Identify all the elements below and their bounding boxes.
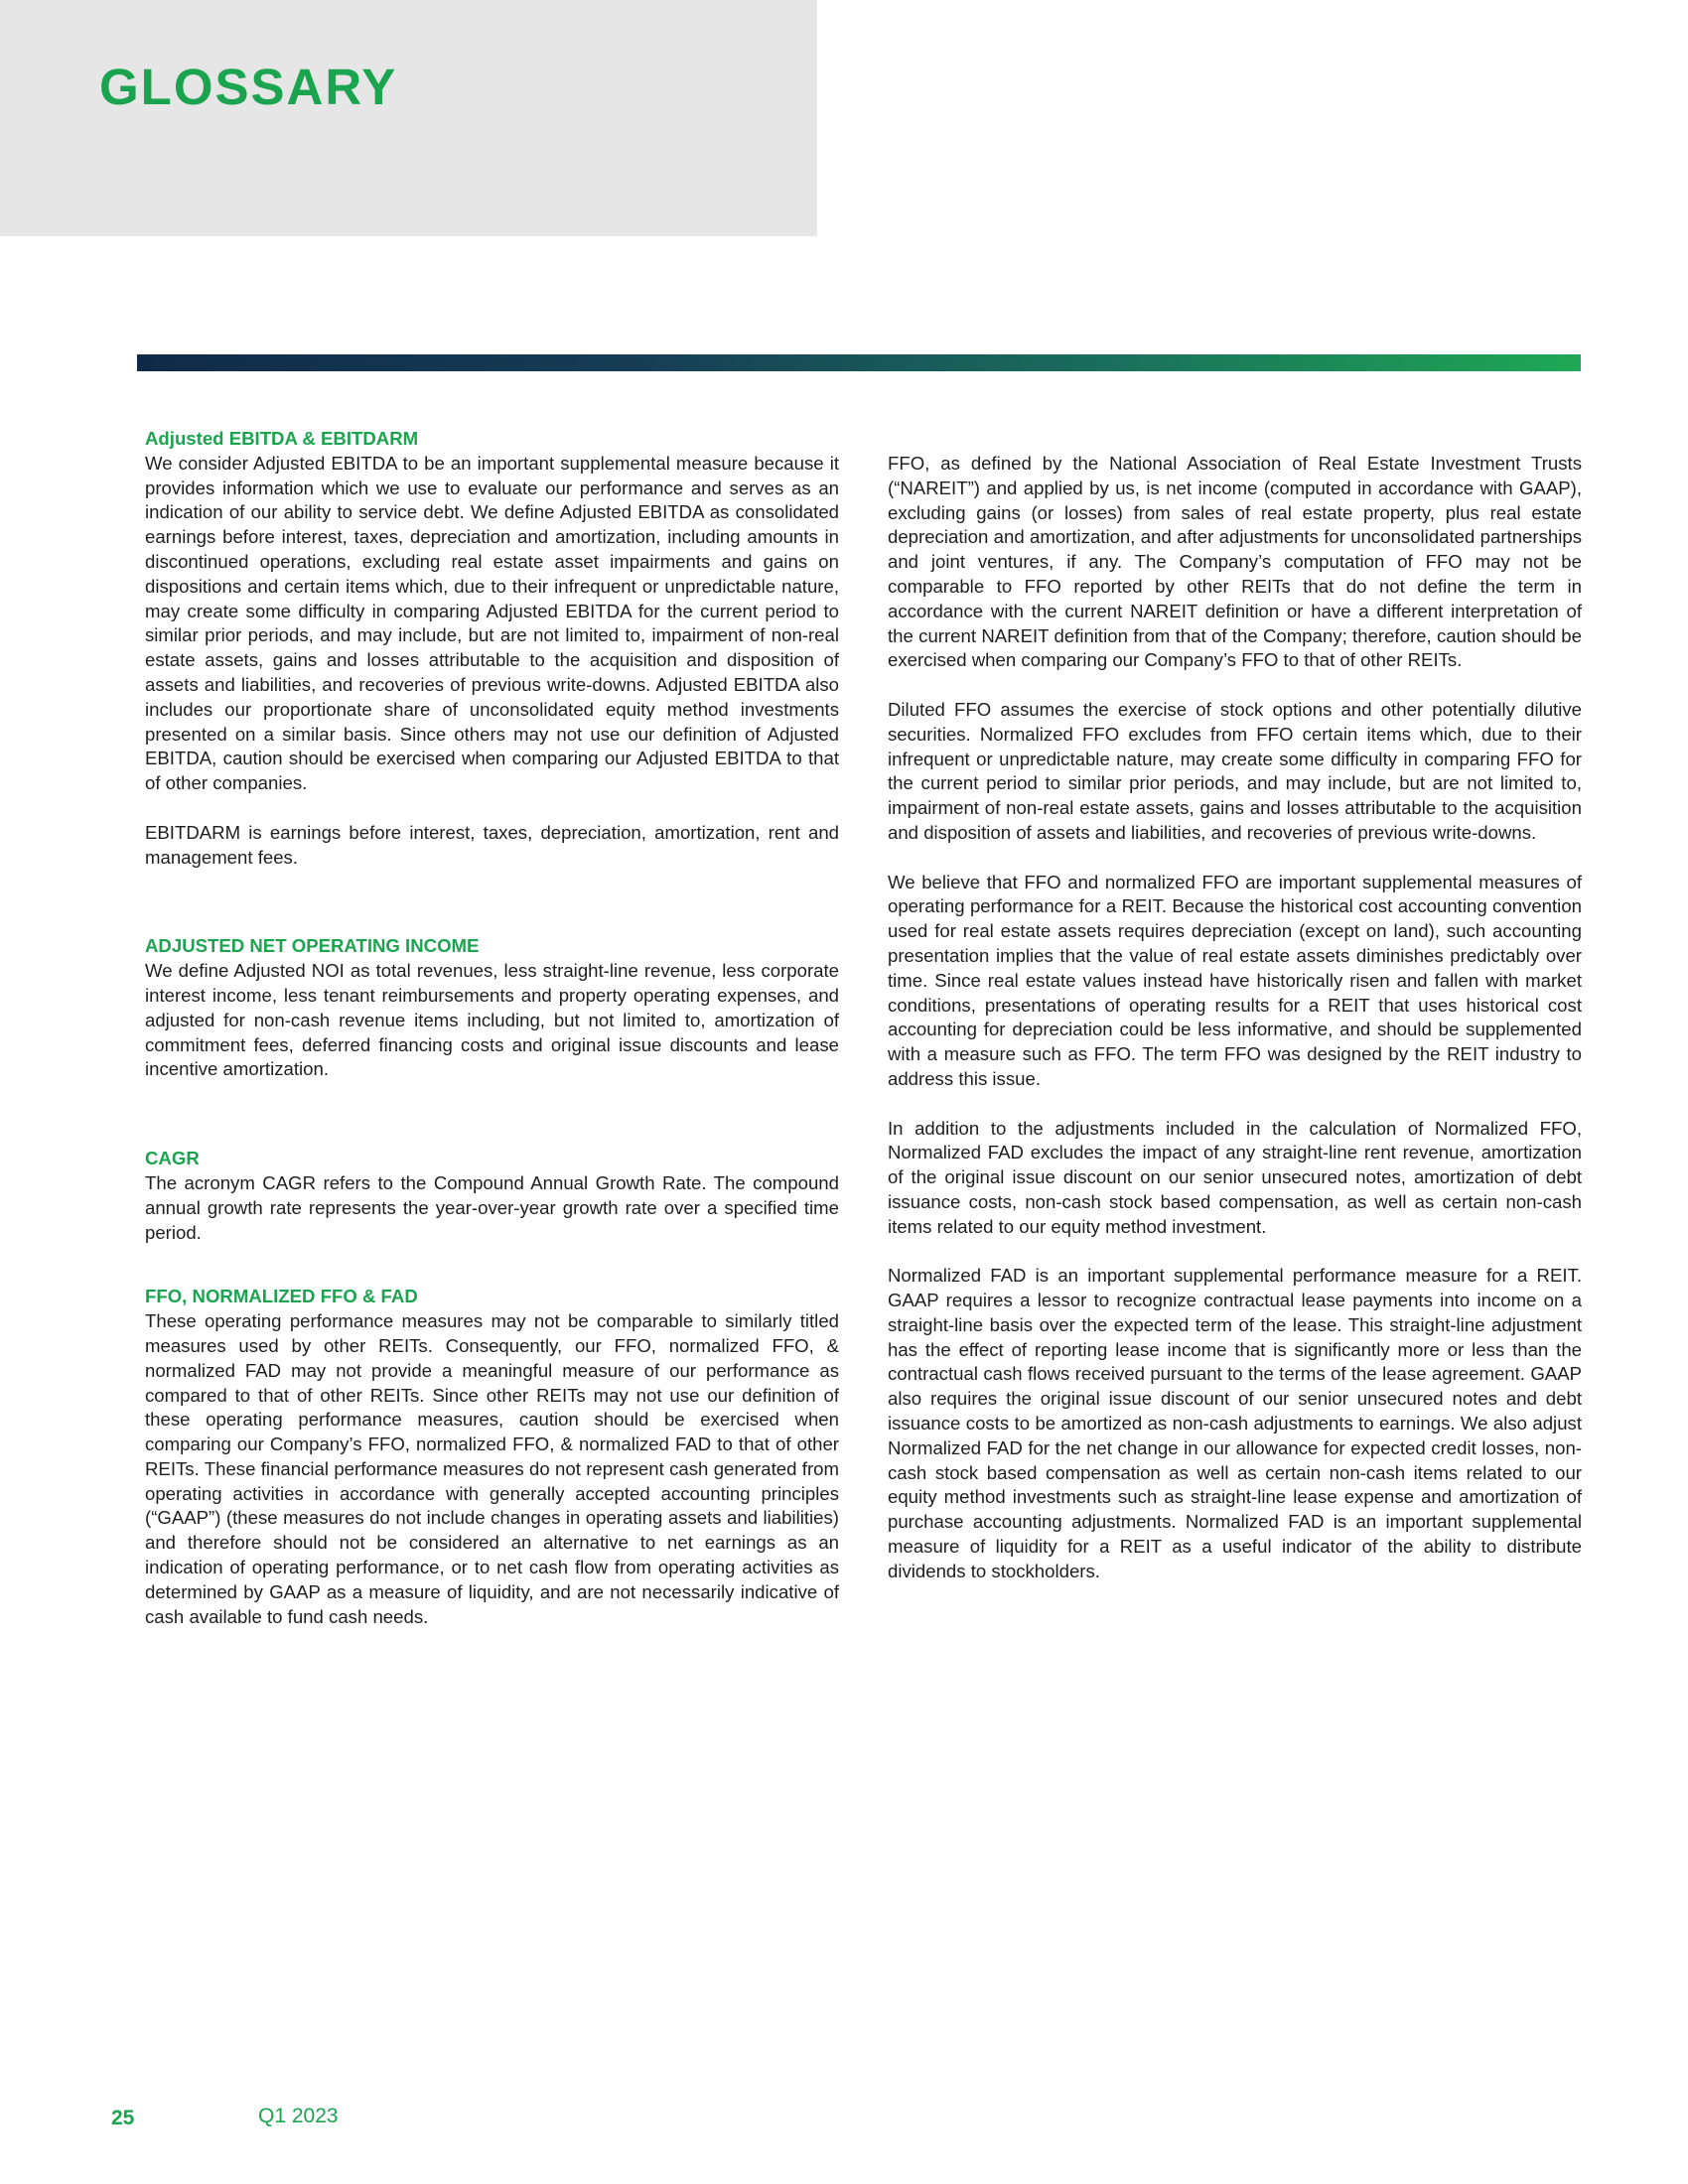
glossary-entry-adjusted-noi [145, 934, 839, 1082]
paragraph: We believe that FFO and normalized FFO are important supplemental measures of operating performance for a REIT. Because the historical cost accounting convention used for real estate assets requires depreciation (except on land), such accounting presentation implies that the value of real estate assets diminishes predictably over time. Since real estate values instead have historically risen and fallen with market conditions, presentations of operating results for a REIT that uses historical cost accounting for depreciation could be less informative, and should be supplemented with a measure such as FFO. The term FFO was designed by the REIT industry to address this issue. [888, 871, 1582, 1089]
paragraph: These operating performance measures may not be comparable to similarly titled measures used by other REITs. Consequently, our FFO, normalized FFO, & normalized FAD may not provide a meaningful measure of our performance as compared to that of other REITs. Since other REITs may not use our definition of these operating performance measures, caution should be exercised when comparing our Company’s FFO, normalized FFO, & normalized FAD to that of other REITs. These financial performance measures do not represent cash generated from operating activities in accordance with generally accepted accounting principles (“GAAP”) (these measures do not include changes in operating assets and liabilities) and therefore should not be considered an alternative to net earnings as an indication of operating performance, or to net cash flow from operating activities as determined by GAAP as a measure of liquidity, and are not necessarily indicative of cash available to fund cash needs. [145, 1310, 839, 1627]
paragraph: In addition to the adjustments included in the calculation of Normalized FFO, Normalized FAD excludes the impact of any straight-line rent revenue, amortization of the original issue discount on our senior unsecured notes, amortization of debt issuance costs, non-cash stock based compensation, as well as certain non-cash items related to our equity method investment. [888, 1117, 1582, 1237]
left-column [145, 427, 839, 1629]
paragraph: Diluted FFO assumes the exercise of stock options and other potentially dilutive securities. Normalized FFO excludes from FFO certain items which, due to their infrequent or unpredictable nature, may create some difficulty in comparing FFO for the current period to similar prior periods, and may include, but are not limited to, impairment of non-real estate assets, gains and losses attributable to the acquisition and disposition of assets and liabilities, and recoveries of previous write-downs. [888, 698, 1582, 843]
paragraph: Normalized FAD is an important supplemental performance measure for a REIT. GAAP requires a lessor to recognize contractual lease payments into income on a straight-line basis over the expected term of the lease. This straight-line adjustment has the effect of reporting lease income that is significantly more or less than the contractual cash flows received pursuant to the terms of the lease agreement. GAAP also requires the original issue discount of our senior unsecured notes and debt issuance costs to be amortized as non-cash adjustments to earnings. We also adjust Normalized FAD for the net change in our allowance for expected credit losses, non-cash stock based compensation as well as certain non-cash items related to our equity method investments such as straight-line lease expense and amortization of purchase accounting adjustments. Normalized FAD is an important supplemental measure of liquidity for a REIT as a useful indicator of the ability to distribute dividends to stockholders. [888, 1265, 1582, 1581]
paragraph: EBITDARM is earnings before interest, taxes, depreciation, amortization, rent and management fees. [145, 821, 839, 868]
report-period: Q1 2023 [258, 2105, 339, 2127]
glossary-entry-cagr [145, 1147, 839, 1245]
right-column [888, 452, 1582, 1584]
section-title: ADJUSTED NET OPERATING INCOME [145, 935, 480, 957]
glossary-entry-adjusted-ebitda [145, 427, 839, 870]
paragraph: FFO, as defined by the National Association of Real Estate Investment Trusts (“NAREIT”) and applied by us, is net income (computed in accordance with GAAP), excluding gains (or losses) from sales of real estate property, plus real estate depreciation and amortization, and after adjustments for unconsolidated partnerships and joint ventures, if any. The Company’s computation of FFO may not be comparable to FFO reported by other REITs that do not define the term in accordance with the current NAREIT definition or have a different interpretation of the current NAREIT definition from that of the Company; therefore, caution should be exercised when comparing our Company’s FFO to that of other REITs. [888, 453, 1582, 671]
glossary-entry-ffo [145, 1285, 839, 1629]
section-title: FFO, NORMALIZED FFO & FAD [145, 1286, 418, 1307]
page-title: GLOSSARY [99, 59, 398, 115]
paragraph: The acronym CAGR refers to the Compound Annual Growth Rate. The compound annual growth rate represents the year-over-year growth rate over a specified time period. [145, 1171, 839, 1243]
paragraph: We consider Adjusted EBITDA to be an important supplemental measure because it provides information which we use to evaluate our performance and serves as an indication of our ability to service debt. We define Adjusted EBITDA as consolidated earnings before interest, taxes, depreciation and amortization, including amounts in discontinued operations, excluding real estate asset impairments and gains on dispositions and certain items which, due to their infrequent or unpredictable nature, may create some difficulty in comparing Adjusted EBITDA for the current period to similar prior periods, and may include, but are not limited to, impairment of non-real estate assets, gains and losses attributable to the acquisition and disposition of assets and liabilities, and recoveries of previous write-downs. Adjusted EBITDA also includes our proportionate share of unconsolidated equity method investments presented on a similar basis. Since others may not use our definition of Adjusted EBITDA, caution should be exercised when comparing our Adjusted EBITDA to that of other companies. [145, 452, 839, 794]
header-band [0, 0, 817, 236]
page-number: 25 [111, 2107, 135, 2129]
section-title: Adjusted EBITDA & EBITDARM [145, 428, 419, 449]
section-title: CAGR [145, 1148, 200, 1169]
gradient-divider [137, 354, 1581, 371]
paragraph: We define Adjusted NOI as total revenues, less straight-line revenue, less corporate interest income, less tenant reimbursements and property operating expenses, and adjusted for non-cash revenue items including, but not limited to, amortization of commitment fees, deferred financing costs and original issue discounts and lease incentive amortization. [145, 960, 839, 1080]
